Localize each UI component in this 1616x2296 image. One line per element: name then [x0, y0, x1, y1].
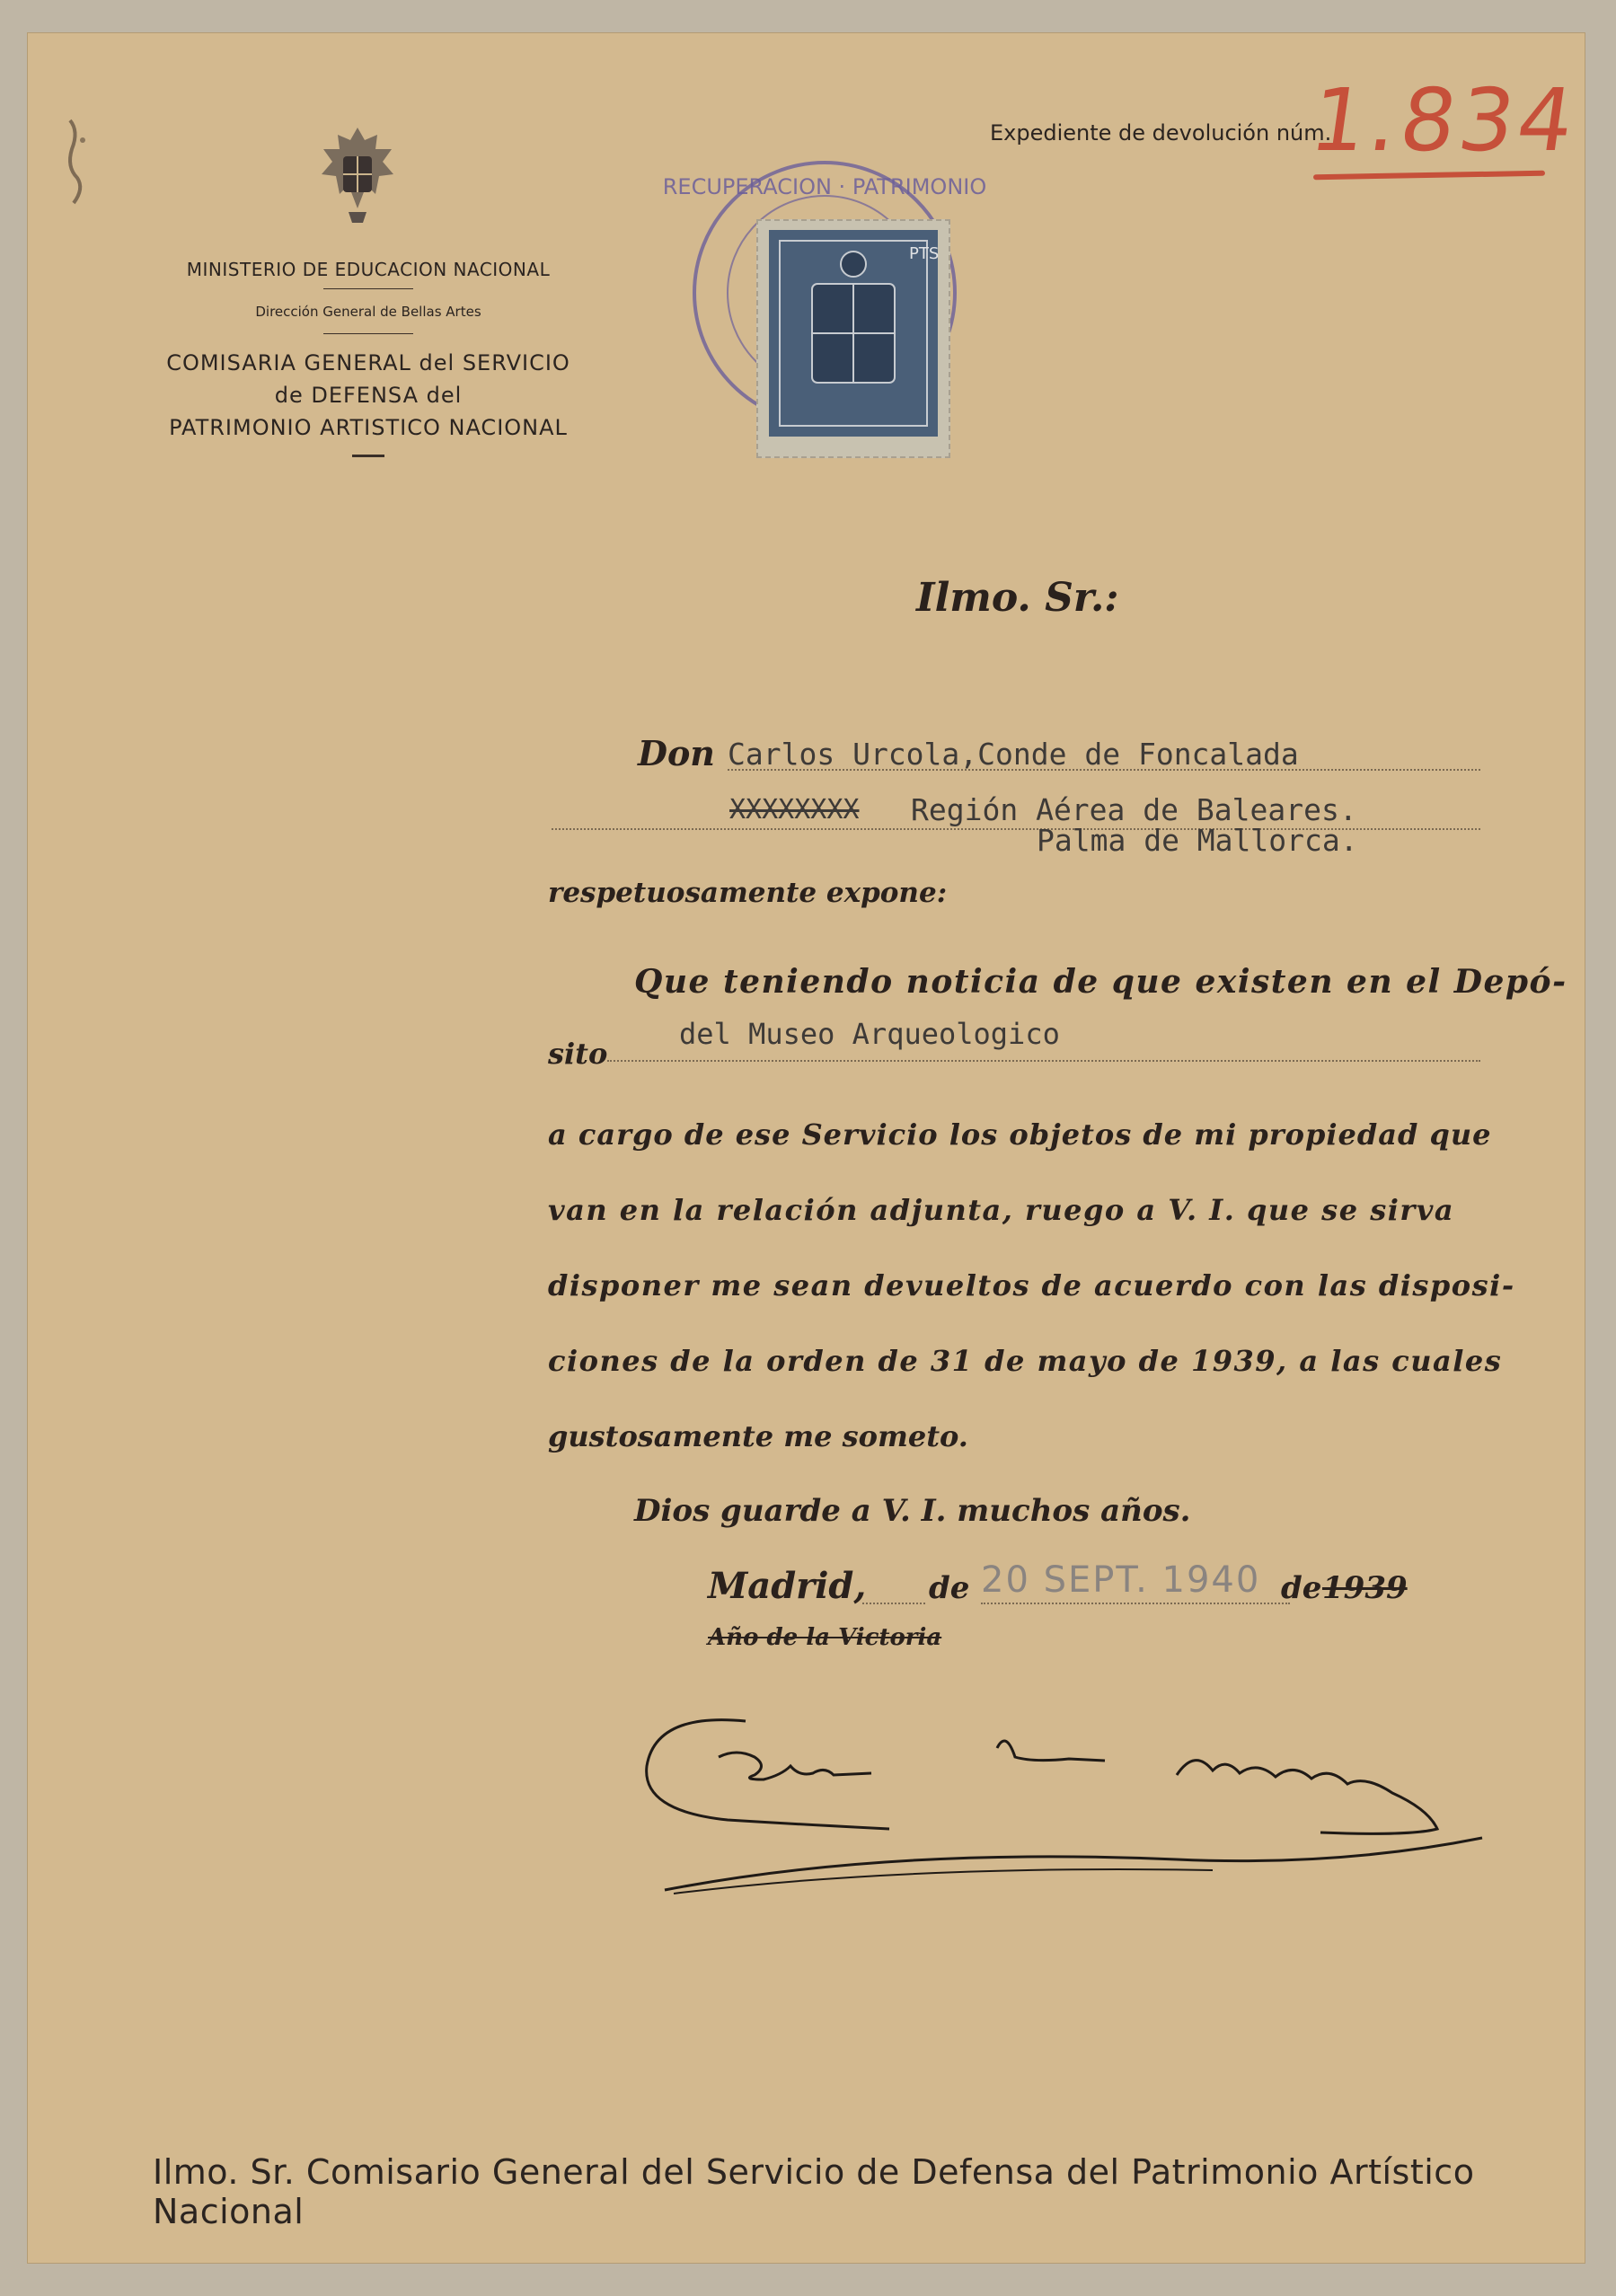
document-sheet: [27, 32, 1585, 2264]
struck-text-value: XXXXXXXX: [729, 794, 860, 826]
deposit-dotted-line: [607, 1060, 1480, 1062]
paragraph-line-5: disponer me sean devueltos de acuerdo con las disposi-: [548, 1268, 1515, 1303]
paragraph-line-4: van en la relación adjunta, ruego a V. I. que se sirva: [548, 1193, 1455, 1227]
stamped-date: 20 SEPT. 1940: [981, 1559, 1261, 1601]
sito-label: sito: [548, 1037, 608, 1071]
pencil-mark: [61, 113, 97, 212]
date-dotted-1: [862, 1603, 925, 1604]
date-city: Madrid,: [708, 1565, 867, 1607]
closing-formula: Dios guarde a V. I. muchos años.: [634, 1493, 1191, 1529]
date-de-1: de: [929, 1570, 970, 1606]
don-label: Don: [638, 733, 715, 773]
paragraph-line-1: Que teniendo noticia de que existen en el Depó-: [634, 963, 1567, 1001]
direction-name: Dirección General de Bellas Artes: [255, 304, 481, 320]
commission-line-3: PATRIMONIO ARTISTICO NACIONAL: [169, 415, 568, 440]
paragraph-line-6: ciones de la orden de 31 de mayo de 1939, a las cuales: [548, 1344, 1503, 1378]
letterhead-divider: [323, 288, 413, 289]
commission-line-2: de DEFENSA del: [274, 383, 463, 408]
expediente-number: 1.834: [1304, 70, 1584, 171]
address-line-2: Palma de Mallorca.: [1037, 823, 1358, 858]
struck-text: [729, 794, 860, 826]
deposit-value: del Museo Arqueologico: [679, 1017, 1060, 1051]
stamp-ring-text: RECUPERACION · PATRIMONIO: [662, 174, 987, 199]
expediente-label: Expediente de devolución núm.: [990, 120, 1332, 146]
struck-year: 1939: [1322, 1570, 1408, 1606]
paragraph-line-3: a cargo de ese Servicio los objetos de mi propiedad que: [548, 1117, 1492, 1152]
paragraph-line-7: gustosamente me someto.: [548, 1419, 968, 1453]
letterhead-dash: [352, 455, 384, 457]
petitioner-name: Carlos Urcola,Conde de Foncalada: [728, 737, 1299, 772]
date-dotted-2: [981, 1603, 1290, 1604]
date-de-2: de: [1281, 1570, 1322, 1606]
commission-line-1: COMISARIA GENERAL del SERVICIO: [166, 350, 570, 375]
tax-stamp-label: PTS: [909, 244, 940, 263]
struck-victory: Año de la Victoria: [708, 1624, 942, 1651]
don-dotted-line: [728, 769, 1480, 771]
address-line-1: Región Aérea de Baleares.: [911, 792, 1357, 827]
salutation: Ilmo. Sr.:: [916, 575, 1119, 621]
letterhead-divider: [323, 333, 413, 334]
tax-stamp: [756, 219, 950, 458]
footer-addressee: Ilmo. Sr. Comisario General del Servicio de Defensa del Patrimonio Artístico Nacional: [153, 2152, 1475, 2231]
signature: [620, 1694, 1509, 1910]
expone-text: respetuosamente expone:: [548, 877, 948, 909]
coat-of-arms-icon: [313, 122, 402, 230]
ministry-name: MINISTERIO DE EDUCACION NACIONAL: [186, 259, 551, 280]
red-underline: [1313, 171, 1545, 181]
